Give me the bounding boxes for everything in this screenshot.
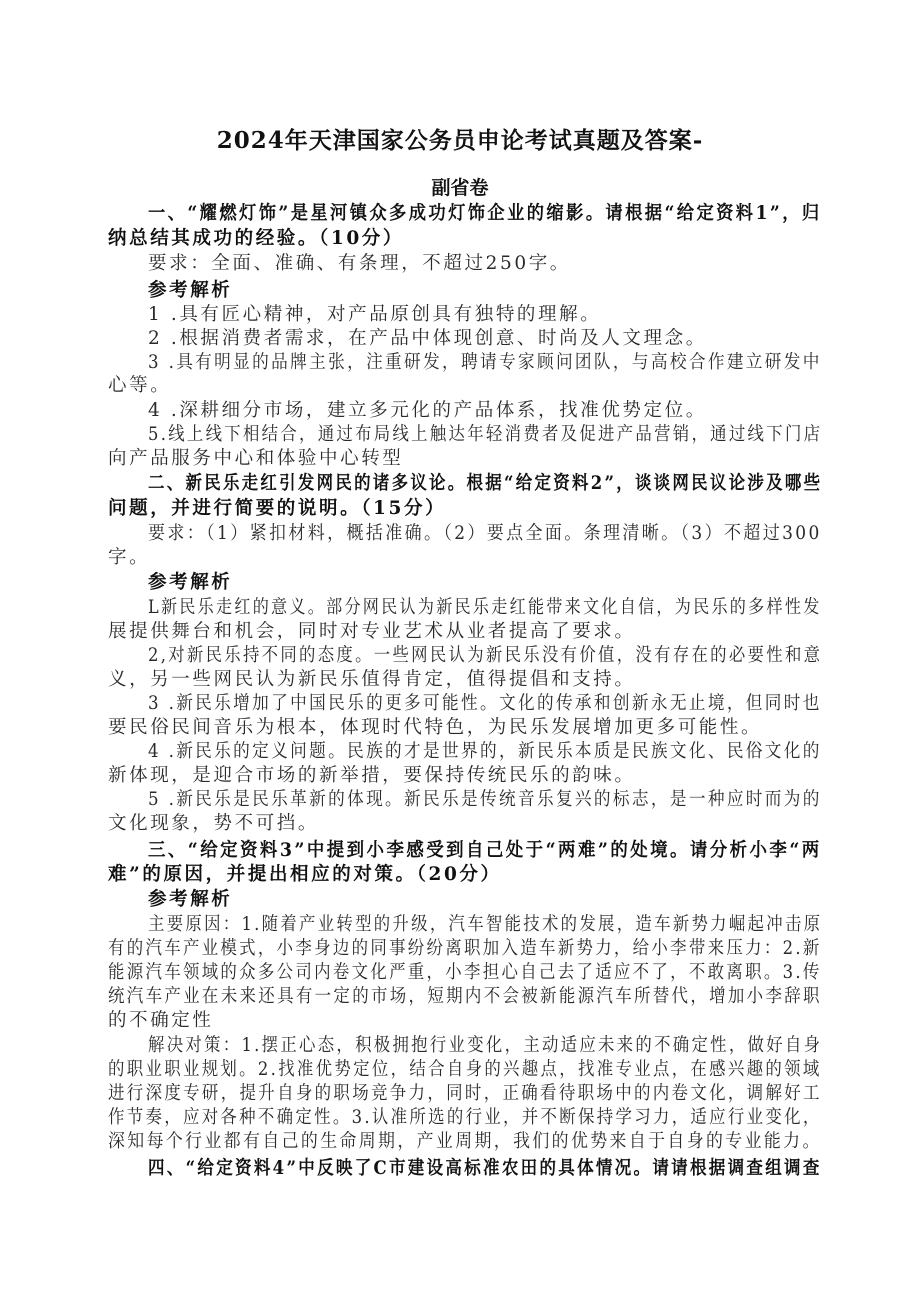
question-1-heading-cont: 纳总结其成功的经验。（10分） — [108, 228, 404, 249]
answer-line: 心等。 — [108, 375, 172, 396]
answer-line: 能源汽车领域的众多公司内卷文化严重，小李担心自己去了适应不了，不敢离职。3.传 — [108, 962, 822, 983]
question-1-requirement: 要求：全面、准确、有条理，不超过250字。 — [148, 253, 571, 274]
answer-line: 义，另一些网民认为新民乐值得肯定，值得提倡和支持。 — [108, 669, 636, 690]
answer-line: 4 .深耕细分市场，建立多元化的产品体系，找准优势定位。 — [148, 400, 707, 421]
question-2-requirement-cont: 字。 — [108, 547, 151, 568]
answer-line: 2,对新民乐持不同的态度。一些网民认为新民乐没有价值，没有存在的必要性和意 — [148, 645, 823, 666]
answer-line: 统汽车产业在未来还具有一定的市场，短期内不会被新能源汽车所替代，增加小李辞职 — [108, 986, 822, 1007]
question-2-heading: 二、新民乐走红引发网民的诸多议论。根据“给定资料2”，谈谈网民议论涉及哪些 — [148, 473, 823, 494]
answer-line: 3 .新民乐增加了中国民乐的更多可能性。文化的传承和创新永无止境，但同时也 — [148, 693, 822, 714]
answer-line: 深知每个行业都有自己的生命周期，产业周期，我们的优势来自于自身的专业能力。 — [108, 1131, 822, 1152]
answer-line: 要民俗民间音乐为根本，体现时代特色，为民乐发展增加更多可能性。 — [108, 717, 763, 738]
document-title: 2024年天津国家公务员申论考试真题及答案- — [216, 127, 704, 154]
question-2-requirement: 要求：（1）紧扣材料，概括准确。（2）要点全面。条理清晰。（3）不超过300 — [148, 523, 822, 544]
question-3-heading: 三、“给定资料3”中提到小李感受到自己处于“两难”的处境。请分析小李“两 — [148, 840, 822, 861]
analysis-label: 参考解析 — [148, 280, 233, 301]
question-3-heading-cont: 难”的原因，并提出相应的对策。（20分） — [108, 864, 502, 885]
answer-line: 1 .具有匠心精神，对产品原创具有独特的理解。 — [148, 304, 602, 325]
answer-line: 2 .根据消费者需求，在产品中体现创意、时尚及人文理念。 — [148, 328, 707, 349]
answer-line: 5 .新民乐是民乐革新的体现。新民乐是传统音乐复兴的标志，是一种应时而为的 — [148, 789, 822, 810]
question-4-heading: 四、“给定资料4”中反映了C市建设高标准农田的具体情况。请请根据调查组调查 — [148, 1158, 822, 1179]
analysis-label: 参考解析 — [148, 572, 233, 593]
answer-line: 新体现，是迎合市场的新举措，要保持传统民乐的韵味。 — [108, 765, 636, 786]
answer-line: L新民乐走红的意义。部分网民认为新民乐走红能带来文化自信，为民乐的多样性发 — [148, 597, 822, 618]
answer-line: 进行深度专研，提升自身的职场竞争力，同时，正确看待职场中的内卷文化，调解好工 — [108, 1083, 822, 1104]
answer-line: 4 .新民乐的定义问题。民族的才是世界的，新民乐本质是民族文化、民俗文化的 — [148, 741, 822, 762]
answer-line: 向产品服务中心和体验中心转型 — [108, 448, 404, 469]
question-2-heading-cont: 问题，并进行简要的说明。（15分） — [108, 498, 447, 519]
answer-line: 3 .具有明显的品牌主张，注重研发，聘请专家顾问团队，与高校合作建立研发中 — [148, 352, 822, 373]
answer-line: 的职业职业规划。2.找准优势定位，结合自身的兴趣点，找准专业点，在感兴趣的领域 — [108, 1059, 822, 1080]
answer-line: 主要原因：1.随着产业转型的升级，汽车智能技术的发展，造车新势力崛起冲击原 — [148, 914, 823, 935]
document-subtitle: 副省卷 — [431, 177, 489, 199]
analysis-label: 参考解析 — [148, 889, 233, 910]
answer-line: 5.线上线下相结合，通过布局线上触达年轻消费者及促进产品营销，通过线下门店 — [148, 424, 823, 445]
answer-line: 解决对策：1.摆正心态，积极拥抱行业变化，主动适应未来的不确定性，做好自身 — [148, 1035, 823, 1056]
answer-line: 的不确定性 — [108, 1010, 214, 1031]
question-1-heading: 一、“耀燃灯饰”是星河镇众多成功灯饰企业的缩影。请根据“给定资料1”，归 — [148, 203, 822, 224]
answer-line: 文化现象，势不可挡。 — [108, 813, 320, 834]
answer-line: 作节奏，应对各种不确定性。3.认准所选的行业，并不断保持学习力，适应行业变化， — [108, 1107, 822, 1128]
answer-line: 展提供舞台和机会，同时对专业艺术从业者提高了要求。 — [108, 621, 636, 642]
answer-line: 有的汽车产业模式，小李身边的同事纷纷离职加入造车新势力，给小李带来压力：2.新 — [108, 938, 822, 959]
